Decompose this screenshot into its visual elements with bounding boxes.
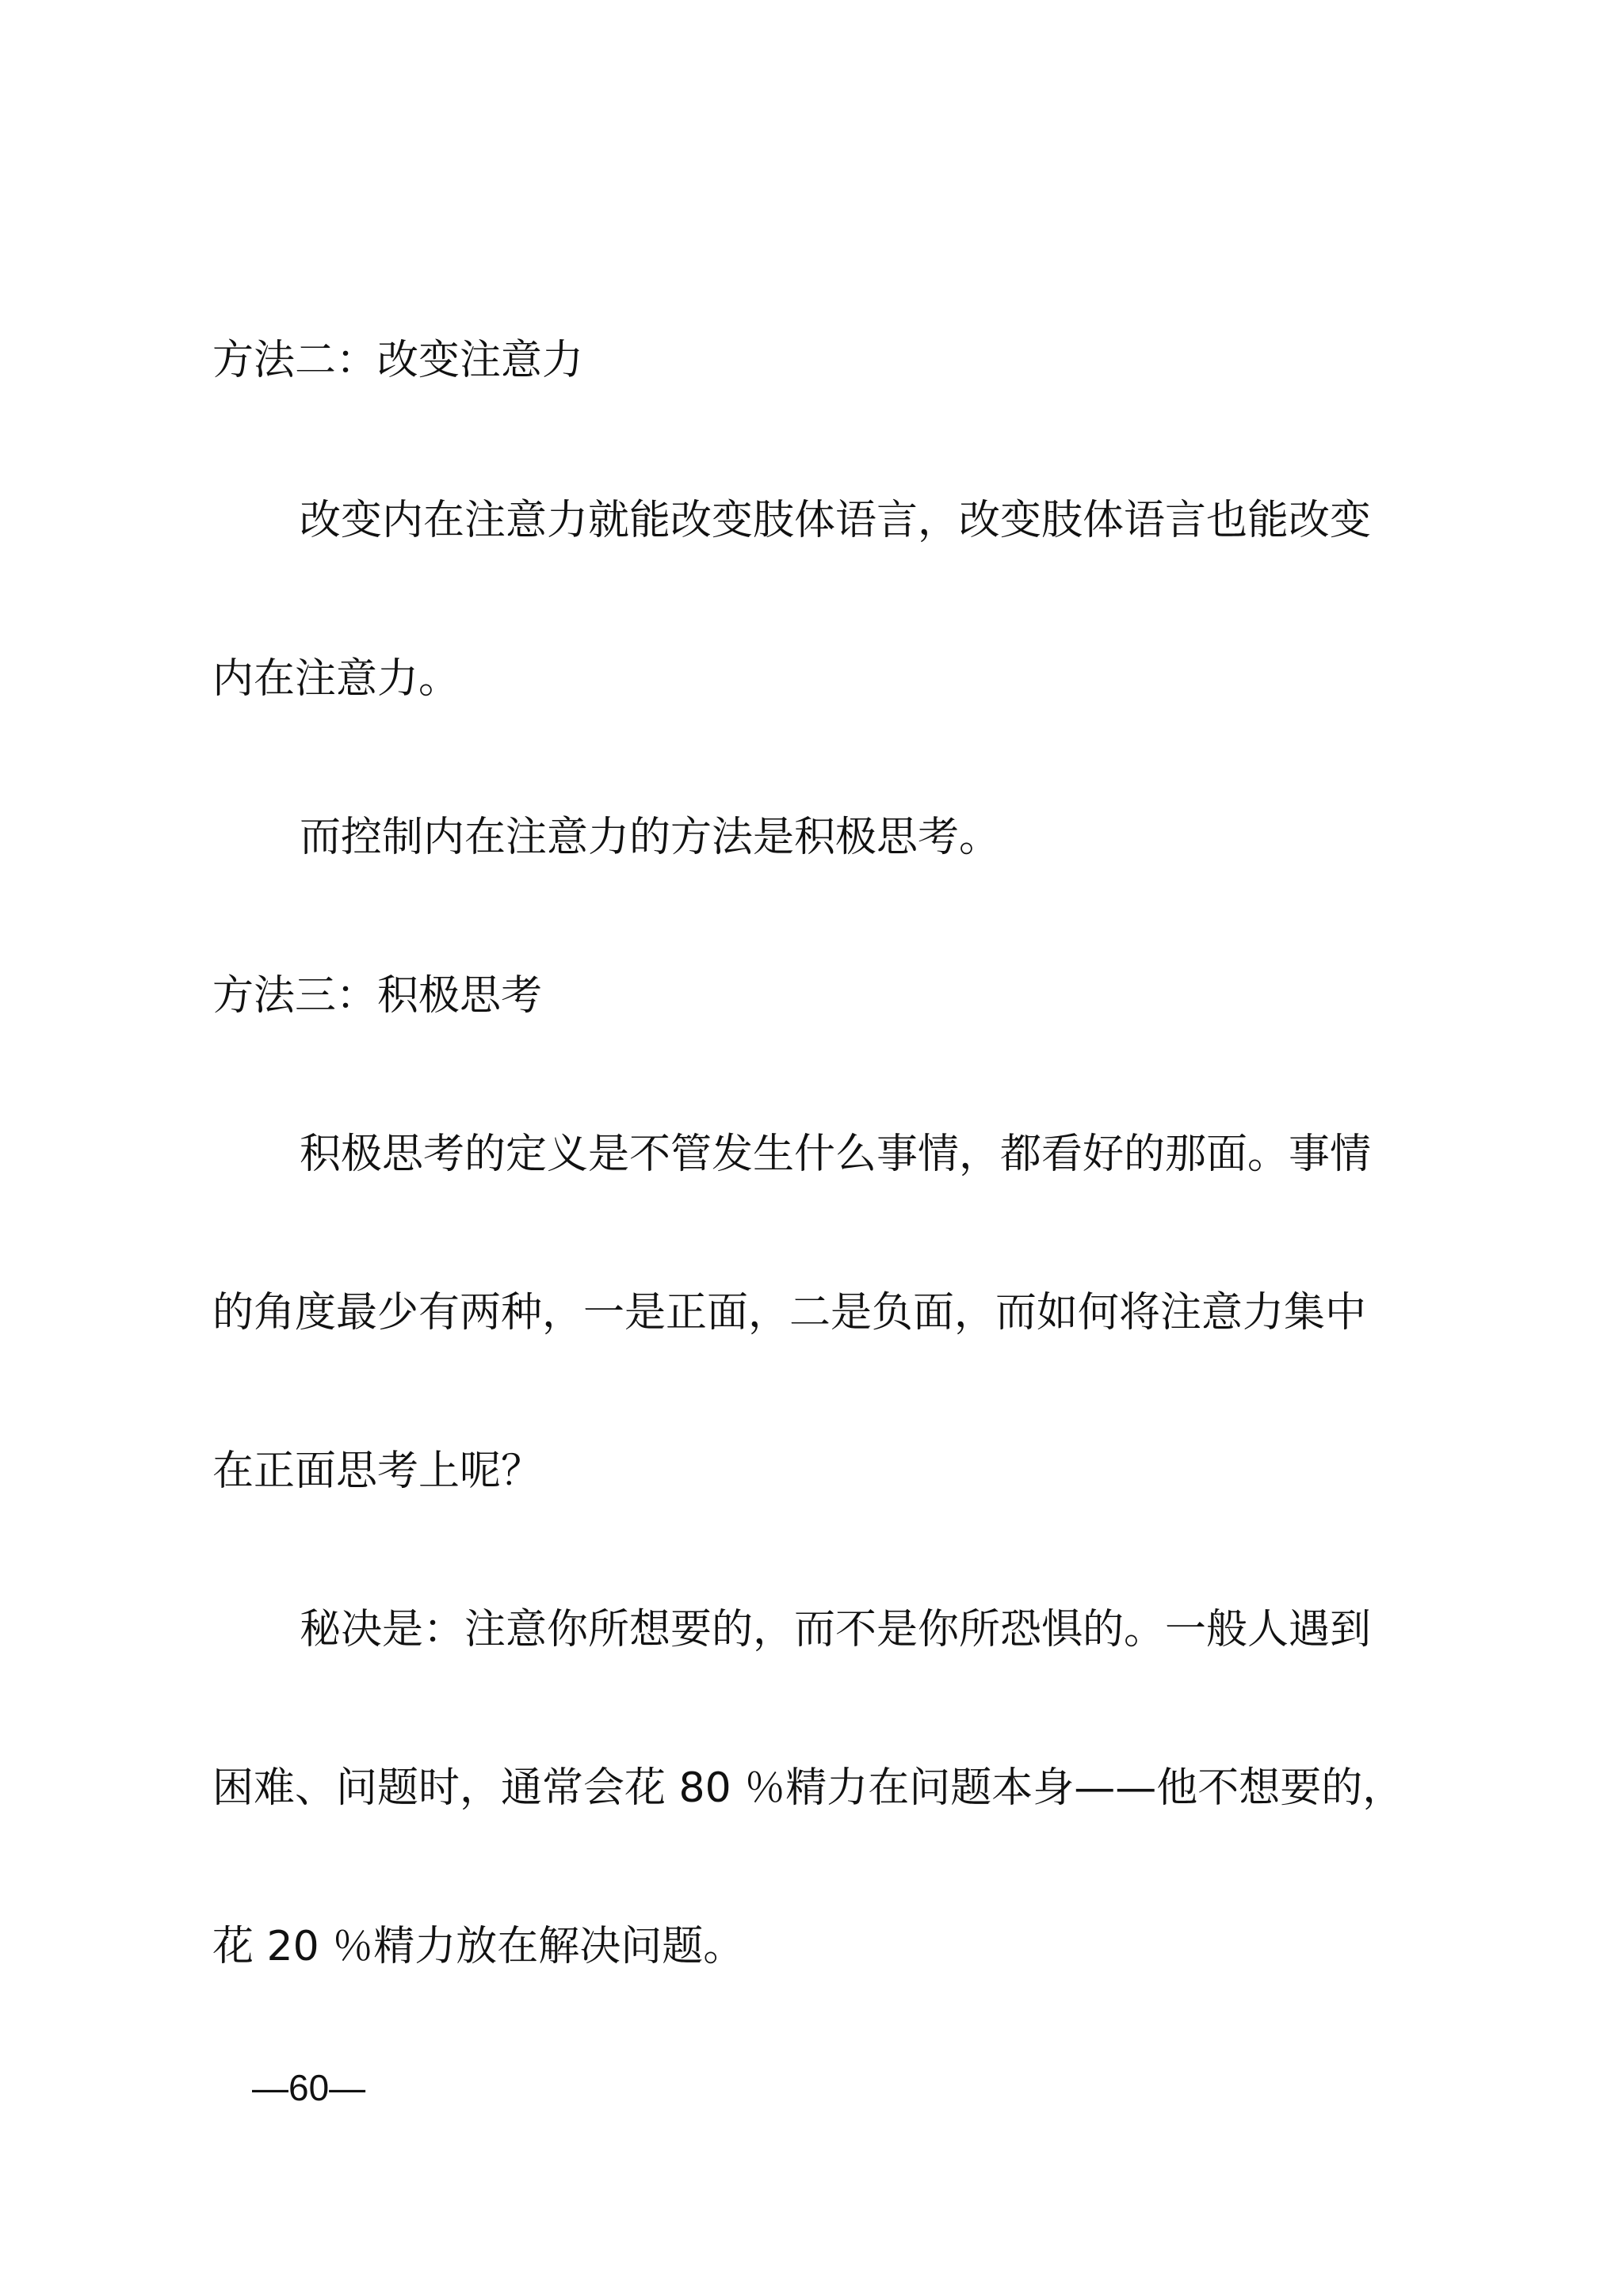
paragraph-line: 而控制内在注意力的方法是积极思考。 (300, 814, 1001, 861)
heading-method-two: 方法二：改变注意力 (212, 337, 584, 384)
paragraph-line: 积极思考的定义是不管发生什么事情，都看好的那面。事情 (300, 1131, 1372, 1178)
paragraph-line: 花 20 ％精力放在解决问题。 (212, 1923, 745, 1970)
paragraph-line: 改变内在注意力就能改变肢体语言，改变肢体语言也能改变 (300, 497, 1372, 544)
paragraph-line: 在正面思考上呢？ (212, 1447, 543, 1495)
paragraph-line: 的角度最少有两种，一是正面，二是负面，而如何将注意力集中 (212, 1289, 1367, 1337)
paragraph-line: 秘决是：注意你所想要的，而不是你所恐惧的。一般人遇到 (300, 1606, 1372, 1653)
paragraph-line: 困难、问题时，通常会花 80 ％精力在问题本身——他不想要的， (212, 1764, 1404, 1812)
paragraph-line: 内在注意力。 (212, 655, 460, 703)
heading-method-three: 方法三：积极思考 (212, 972, 543, 1020)
page-number: —60— (252, 2067, 366, 2108)
